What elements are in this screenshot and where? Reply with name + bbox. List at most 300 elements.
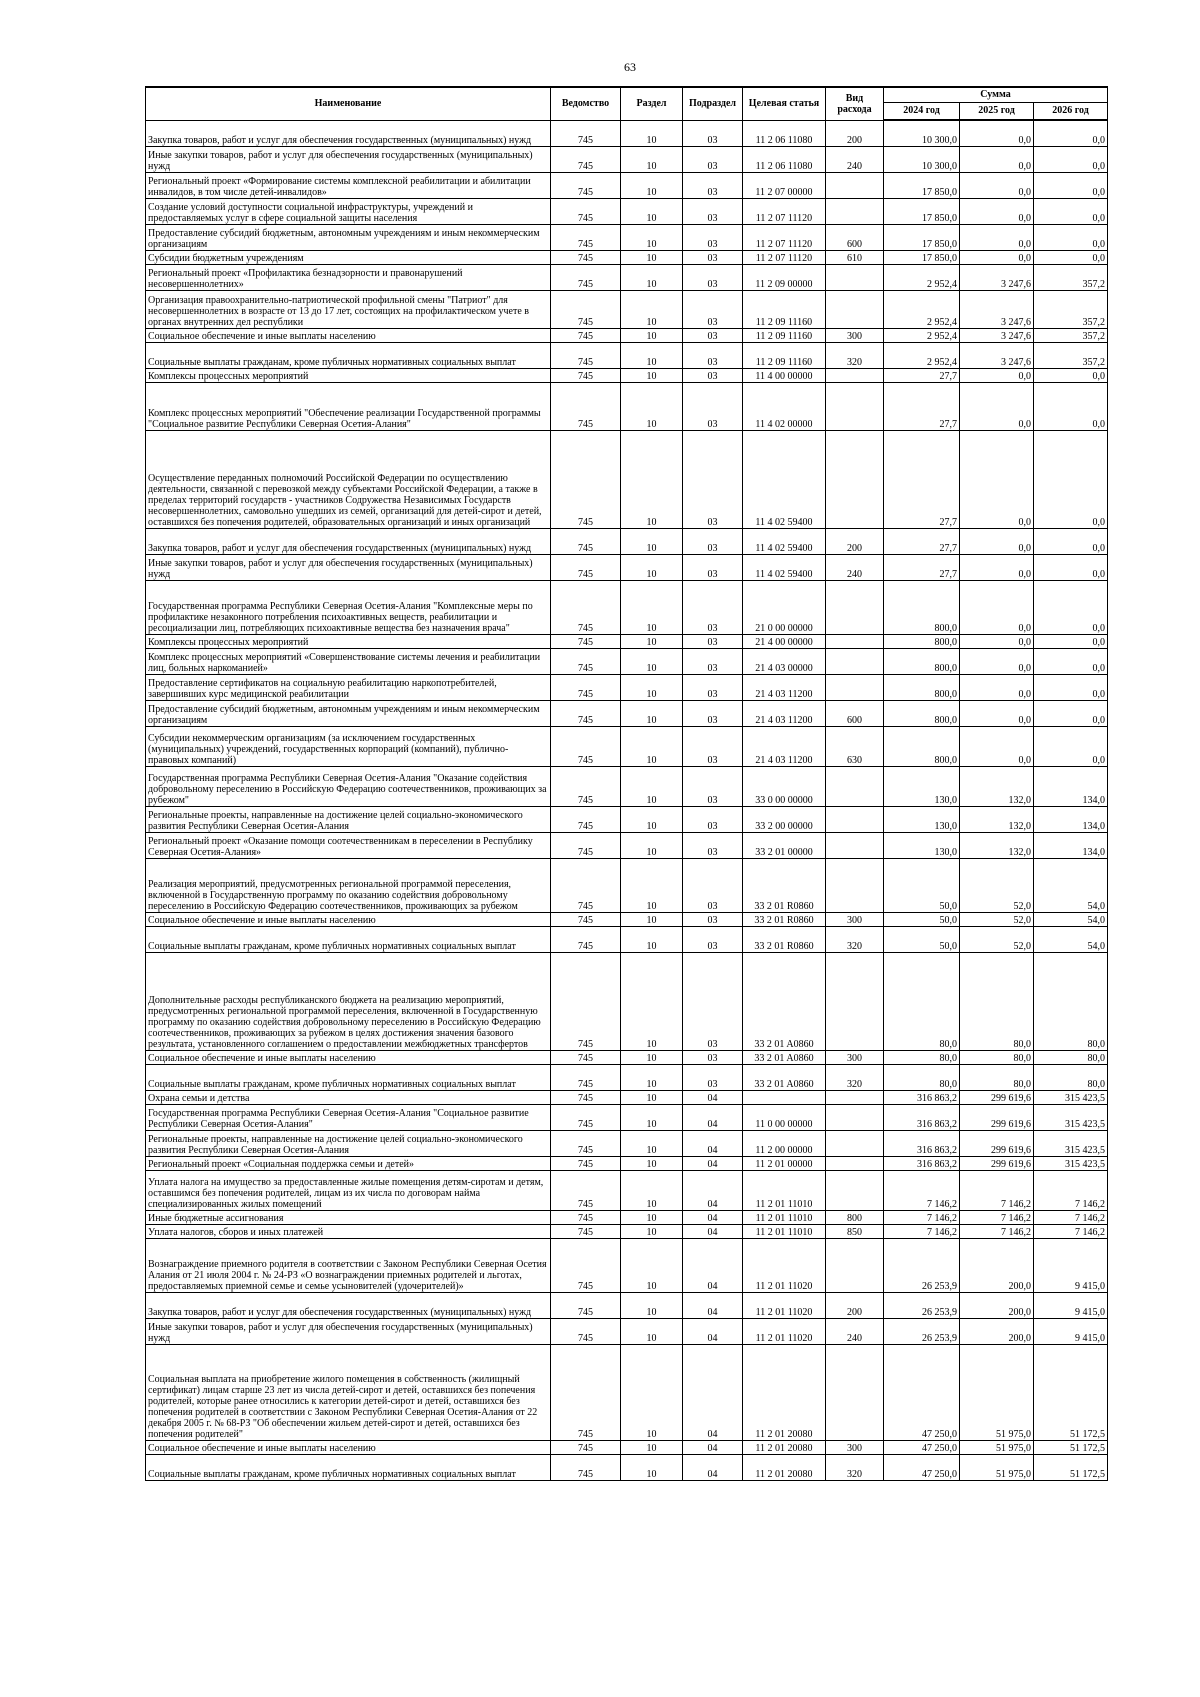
table-body [146,120,1108,1480]
row-exp-type [826,832,884,858]
row-sum-2024: 7 146,2 [884,1224,960,1238]
row-section: 10 [621,766,683,806]
row-section: 10 [621,172,683,198]
header-subsection: Подраздел [683,87,743,120]
row-target: 11 2 01 11010 [743,1210,826,1224]
row-target: 11 4 02 59400 [743,554,826,580]
row-exp-type [826,1344,884,1440]
row-subsection: 03 [683,146,743,172]
row-dept: 745 [551,342,621,368]
row-name: Закупка товаров, работ и услуг для обеспечения государственных (муниципальных) нужд [146,1292,551,1318]
row-sum-2024: 800,0 [884,674,960,700]
row-target: 11 2 01 11020 [743,1318,826,1344]
row-exp-type [826,382,884,430]
row-target: 11 2 01 20080 [743,1440,826,1454]
row-target: 11 2 01 00000 [743,1156,826,1170]
table-row [146,1454,1108,1480]
row-name: Предоставление субсидий бюджетным, автономным учреждениям и иным некоммерческим организациям [146,224,551,250]
row-dept: 745 [551,172,621,198]
table-row [146,368,1108,382]
row-subsection: 03 [683,634,743,648]
row-name: Закупка товаров, работ и услуг для обеспечения государственных (муниципальных) нужд [146,120,551,146]
table-row [146,1156,1108,1170]
row-sum-2024: 800,0 [884,700,960,726]
row-sum-2025: 0,0 [960,726,1034,766]
row-sum-2025: 51 975,0 [960,1440,1034,1454]
row-target: 21 4 00 00000 [743,634,826,648]
row-subsection: 03 [683,172,743,198]
row-section: 10 [621,648,683,674]
row-subsection: 03 [683,726,743,766]
row-target: 11 4 00 00000 [743,368,826,382]
row-name: Иные закупки товаров, работ и услуг для обеспечения государственных (муниципальных) нужд [146,554,551,580]
row-sum-2025: 299 619,6 [960,1156,1034,1170]
row-name: Комплекс процессных мероприятий "Обеспечение реализации Государственной программы "Социальное развитие Республики Северная Осетия-Алания" [146,382,551,430]
row-subsection: 03 [683,766,743,806]
row-section: 10 [621,858,683,912]
row-name: Социальное обеспечение и иные выплаты населению [146,1050,551,1064]
row-sum-2025: 7 146,2 [960,1170,1034,1210]
row-target: 11 4 02 00000 [743,382,826,430]
row-subsection: 03 [683,580,743,634]
row-sum-2026: 0,0 [1034,634,1108,648]
row-exp-type: 610 [826,250,884,264]
row-sum-2026: 51 172,5 [1034,1454,1108,1480]
row-dept: 745 [551,858,621,912]
table-row [146,172,1108,198]
row-sum-2026: 315 423,5 [1034,1090,1108,1104]
row-target: 11 2 07 11120 [743,224,826,250]
row-sum-2025: 3 247,6 [960,342,1034,368]
row-name: Региональный проект «Социальная поддержка семьи и детей» [146,1156,551,1170]
row-sum-2025: 0,0 [960,368,1034,382]
row-section: 10 [621,368,683,382]
row-sum-2024: 26 253,9 [884,1318,960,1344]
row-section: 10 [621,1130,683,1156]
row-target: 21 4 03 11200 [743,674,826,700]
row-sum-2024: 2 952,4 [884,328,960,342]
row-name: Дополнительные расходы республиканского бюджета на реализацию мероприятий, предусмотренных региональной программой переселения, включенной в Государственную программу по оказанию содействия добровольному переселению в Российскую Федерацию соотечественников, проживающих за рубежом в целях достижения значения базового результата, установленного соглашением о предоставлении межбюджетных трансфертов [146,952,551,1050]
row-exp-type: 320 [826,1454,884,1480]
row-target: 11 2 07 11120 [743,198,826,224]
row-target: 21 4 03 11200 [743,726,826,766]
row-subsection: 04 [683,1454,743,1480]
row-target: 33 2 01 00000 [743,832,826,858]
row-dept: 745 [551,806,621,832]
row-sum-2024: 130,0 [884,766,960,806]
row-section: 10 [621,726,683,766]
row-sum-2025: 3 247,6 [960,290,1034,328]
row-name: Вознаграждение приемного родителя в соответствии с Законом Республики Северная Осетия Алания от 21 июля 2004 г. № 24-РЗ «О вознаграждении приемных родителей и льготах, предоставляемых приемной семье и семье усыновителей (удочерителей)» [146,1238,551,1292]
row-sum-2024: 47 250,0 [884,1440,960,1454]
row-sum-2025: 52,0 [960,858,1034,912]
row-section: 10 [621,146,683,172]
row-exp-type: 630 [826,726,884,766]
row-target: 21 4 03 11200 [743,700,826,726]
row-exp-type [826,648,884,674]
row-subsection: 03 [683,554,743,580]
row-sum-2026: 9 415,0 [1034,1292,1108,1318]
row-target: 33 2 01 R0860 [743,912,826,926]
row-sum-2026: 134,0 [1034,806,1108,832]
row-sum-2025: 80,0 [960,1064,1034,1090]
row-sum-2026: 0,0 [1034,674,1108,700]
row-name: Уплата налогов, сборов и иных платежей [146,1224,551,1238]
row-name: Региональные проекты, направленные на достижение целей социально-экономического развития Республики Северная Осетия-Алания [146,1130,551,1156]
row-dept: 745 [551,1170,621,1210]
row-sum-2025: 0,0 [960,634,1034,648]
row-sum-2026: 0,0 [1034,172,1108,198]
row-sum-2024: 50,0 [884,926,960,952]
row-sum-2024: 17 850,0 [884,250,960,264]
row-exp-type: 850 [826,1224,884,1238]
row-name: Иные закупки товаров, работ и услуг для обеспечения государственных (муниципальных) нужд [146,146,551,172]
row-section: 10 [621,1156,683,1170]
row-subsection: 03 [683,912,743,926]
row-exp-type: 300 [826,328,884,342]
row-exp-type: 600 [826,700,884,726]
row-exp-type: 800 [826,1210,884,1224]
row-sum-2024: 17 850,0 [884,224,960,250]
row-target: 11 2 01 11010 [743,1170,826,1210]
row-sum-2026: 0,0 [1034,648,1108,674]
row-section: 10 [621,120,683,146]
row-exp-type [826,264,884,290]
row-sum-2025: 0,0 [960,430,1034,528]
row-sum-2025: 299 619,6 [960,1090,1034,1104]
row-sum-2024: 316 863,2 [884,1090,960,1104]
header-2024: 2024 год [884,102,960,120]
row-sum-2024: 10 300,0 [884,120,960,146]
row-section: 10 [621,1210,683,1224]
row-dept: 745 [551,766,621,806]
row-target: 11 2 00 00000 [743,1130,826,1156]
row-sum-2025: 0,0 [960,198,1034,224]
row-target: 11 2 09 11160 [743,342,826,368]
table-row [146,580,1108,634]
table-row [146,1104,1108,1130]
row-sum-2025: 52,0 [960,912,1034,926]
row-subsection: 03 [683,700,743,726]
row-dept: 745 [551,430,621,528]
row-sum-2026: 0,0 [1034,430,1108,528]
row-sum-2024: 800,0 [884,634,960,648]
row-sum-2025: 0,0 [960,674,1034,700]
row-dept: 745 [551,1090,621,1104]
row-dept: 745 [551,264,621,290]
row-sum-2025: 132,0 [960,806,1034,832]
row-subsection: 04 [683,1292,743,1318]
row-name: Социальные выплаты гражданам, кроме публичных нормативных социальных выплат [146,342,551,368]
row-sum-2024: 10 300,0 [884,146,960,172]
row-subsection: 03 [683,926,743,952]
row-section: 10 [621,806,683,832]
header-sum: Сумма [884,87,1108,102]
row-dept: 745 [551,146,621,172]
row-sum-2025: 7 146,2 [960,1224,1034,1238]
row-subsection: 03 [683,368,743,382]
row-dept: 745 [551,1318,621,1344]
row-subsection: 03 [683,342,743,368]
row-sum-2026: 0,0 [1034,368,1108,382]
row-sum-2025: 80,0 [960,952,1034,1050]
row-section: 10 [621,700,683,726]
row-dept: 745 [551,1156,621,1170]
row-exp-type [826,634,884,648]
row-section: 10 [621,1238,683,1292]
row-section: 10 [621,1064,683,1090]
row-target: 11 4 02 59400 [743,528,826,554]
row-dept: 745 [551,674,621,700]
row-dept: 745 [551,528,621,554]
row-section: 10 [621,198,683,224]
row-name: Региональные проекты, направленные на достижение целей социально-экономического развития Республики Северная Осетия-Алания [146,806,551,832]
row-exp-type [826,858,884,912]
row-subsection: 03 [683,264,743,290]
row-subsection: 04 [683,1210,743,1224]
table-row [146,1210,1108,1224]
row-exp-type [826,290,884,328]
row-target: 11 2 09 00000 [743,264,826,290]
row-section: 10 [621,528,683,554]
row-target: 11 2 01 20080 [743,1454,826,1480]
row-sum-2024: 2 952,4 [884,342,960,368]
row-sum-2024: 27,7 [884,528,960,554]
row-dept: 745 [551,224,621,250]
row-sum-2026: 7 146,2 [1034,1170,1108,1210]
row-dept: 745 [551,1104,621,1130]
row-dept: 745 [551,1440,621,1454]
row-target: 33 2 01 R0860 [743,858,826,912]
row-subsection: 03 [683,648,743,674]
table-row [146,1090,1108,1104]
row-section: 10 [621,674,683,700]
row-sum-2024: 26 253,9 [884,1238,960,1292]
row-sum-2025: 200,0 [960,1238,1034,1292]
row-name: Предоставление субсидий бюджетным, автономным учреждениям и иным некоммерческим организациям [146,700,551,726]
row-sum-2024: 50,0 [884,858,960,912]
row-dept: 745 [551,832,621,858]
row-subsection: 04 [683,1130,743,1156]
row-subsection: 03 [683,224,743,250]
table-row [146,832,1108,858]
row-name: Иные закупки товаров, работ и услуг для обеспечения государственных (муниципальных) нужд [146,1318,551,1344]
row-name: Региональный проект «Профилактика безнадзорности и правонарушений несовершеннолетних» [146,264,551,290]
row-target: 11 2 01 11020 [743,1292,826,1318]
row-section: 10 [621,1344,683,1440]
row-dept: 745 [551,328,621,342]
row-section: 10 [621,1050,683,1064]
row-exp-type [826,580,884,634]
row-subsection: 03 [683,1050,743,1064]
row-sum-2024: 2 952,4 [884,290,960,328]
row-exp-type [826,1090,884,1104]
row-sum-2024: 27,7 [884,554,960,580]
row-sum-2025: 299 619,6 [960,1104,1034,1130]
row-exp-type [826,674,884,700]
table-row [146,382,1108,430]
row-section: 10 [621,224,683,250]
row-sum-2025: 51 975,0 [960,1454,1034,1480]
table-row [146,554,1108,580]
row-sum-2024: 2 952,4 [884,264,960,290]
row-target: 33 2 01 A0860 [743,952,826,1050]
row-exp-type: 240 [826,1318,884,1344]
row-subsection: 04 [683,1090,743,1104]
row-sum-2024: 80,0 [884,1064,960,1090]
row-sum-2025: 80,0 [960,1050,1034,1064]
table-row [146,806,1108,832]
budget-table [145,86,1108,1481]
row-exp-type [826,952,884,1050]
row-target: 11 2 06 11080 [743,120,826,146]
row-section: 10 [621,1292,683,1318]
table-row [146,1440,1108,1454]
row-sum-2026: 54,0 [1034,912,1108,926]
row-sum-2026: 0,0 [1034,580,1108,634]
row-dept: 745 [551,1224,621,1238]
row-name: Осуществление переданных полномочий Российской Федерации по осуществлению деятельности, связанной с перевозкой между субъектами Российской Федерации, а также в пределах территорий государств - участников Содружества Независимых Государств несовершеннолетних, самовольно ушедших из семей, организаций для детей-сирот и детей, оставшихся без попечения родителей, образовательных организаций и иных организаций [146,430,551,528]
row-subsection: 04 [683,1170,743,1210]
row-target: 11 2 07 11120 [743,250,826,264]
row-subsection: 04 [683,1344,743,1440]
row-sum-2024: 50,0 [884,912,960,926]
row-dept: 745 [551,1344,621,1440]
row-subsection: 03 [683,250,743,264]
row-sum-2025: 299 619,6 [960,1130,1034,1156]
row-sum-2024: 316 863,2 [884,1104,960,1130]
row-exp-type [826,198,884,224]
header-2025: 2025 год [960,102,1034,120]
row-sum-2026: 9 415,0 [1034,1318,1108,1344]
row-section: 10 [621,926,683,952]
row-target: 11 2 06 11080 [743,146,826,172]
table-row [146,1344,1108,1440]
row-target [743,1090,826,1104]
row-subsection: 04 [683,1238,743,1292]
row-target: 11 2 09 11160 [743,328,826,342]
row-exp-type: 240 [826,554,884,580]
row-sum-2026: 0,0 [1034,554,1108,580]
row-target: 11 2 01 20080 [743,1344,826,1440]
row-sum-2026: 0,0 [1034,250,1108,264]
row-sum-2025: 51 975,0 [960,1344,1034,1440]
row-target: 33 2 00 00000 [743,806,826,832]
row-exp-type: 320 [826,342,884,368]
table-row [146,912,1108,926]
row-dept: 745 [551,120,621,146]
row-subsection: 04 [683,1224,743,1238]
row-exp-type [826,1130,884,1156]
row-name: Социальное обеспечение и иные выплаты населению [146,1440,551,1454]
row-target: 21 4 03 00000 [743,648,826,674]
row-name: Социальные выплаты гражданам, кроме публичных нормативных социальных выплат [146,1454,551,1480]
row-sum-2024: 27,7 [884,430,960,528]
row-subsection: 03 [683,1064,743,1090]
row-dept: 745 [551,1050,621,1064]
table-row [146,328,1108,342]
row-target: 11 2 09 11160 [743,290,826,328]
row-section: 10 [621,250,683,264]
row-sum-2025: 3 247,6 [960,328,1034,342]
row-target: 11 2 01 11020 [743,1238,826,1292]
header-dept: Ведомство [551,87,621,120]
table-row [146,120,1108,146]
row-section: 10 [621,1318,683,1344]
row-exp-type [826,1156,884,1170]
row-section: 10 [621,1454,683,1480]
row-sum-2025: 0,0 [960,528,1034,554]
row-target: 33 0 00 00000 [743,766,826,806]
table-row [146,634,1108,648]
row-section: 10 [621,1440,683,1454]
row-section: 10 [621,342,683,368]
row-name: Комплексы процессных мероприятий [146,368,551,382]
row-sum-2026: 7 146,2 [1034,1224,1108,1238]
row-section: 10 [621,1170,683,1210]
row-sum-2024: 7 146,2 [884,1210,960,1224]
table-row [146,264,1108,290]
row-sum-2026: 0,0 [1034,146,1108,172]
header-exp-type: Вид расхода [826,87,884,120]
table-row [146,926,1108,952]
row-sum-2025: 0,0 [960,648,1034,674]
row-name: Организация правоохранительно-патриотической профильной смены "Патриот" для несовершеннолетних в возрасте от 13 до 17 лет, состоящих на профилактическом учете в органах внутренних дел республики [146,290,551,328]
row-section: 10 [621,1224,683,1238]
header-name: Наименование [146,87,551,120]
row-sum-2025: 200,0 [960,1318,1034,1344]
table-row [146,430,1108,528]
row-sum-2026: 0,0 [1034,120,1108,146]
row-dept: 745 [551,726,621,766]
row-exp-type: 300 [826,1050,884,1064]
row-dept: 745 [551,634,621,648]
row-section: 10 [621,912,683,926]
row-target: 21 0 00 00000 [743,580,826,634]
row-name: Создание условий доступности социальной инфраструктуры, учреждений и предоставляемых услуг в сфере социальной защиты населения [146,198,551,224]
row-name: Комплексы процессных мероприятий [146,634,551,648]
table-row [146,1292,1108,1318]
row-sum-2024: 47 250,0 [884,1454,960,1480]
row-exp-type [826,806,884,832]
table-row [146,858,1108,912]
row-target: 11 2 07 00000 [743,172,826,198]
row-sum-2024: 47 250,0 [884,1344,960,1440]
row-sum-2025: 132,0 [960,832,1034,858]
row-sum-2026: 51 172,5 [1034,1440,1108,1454]
table-row [146,674,1108,700]
row-name: Государственная программа Республики Северная Осетия-Алания "Оказание содействия добровольному переселению в Российскую Федерацию соотечественников, проживающих за рубежом" [146,766,551,806]
row-sum-2024: 17 850,0 [884,172,960,198]
row-target: 33 2 01 A0860 [743,1064,826,1090]
row-subsection: 03 [683,528,743,554]
table-row [146,1130,1108,1156]
row-section: 10 [621,264,683,290]
row-name: Комплекс процессных мероприятий «Совершенствование системы лечения и реабилитации лиц, больных наркоманией» [146,648,551,674]
row-sum-2024: 27,7 [884,382,960,430]
table-row [146,224,1108,250]
row-name: Субсидии бюджетным учреждениям [146,250,551,264]
header-target: Целевая статья [743,87,826,120]
table-header [146,87,1108,120]
row-sum-2025: 7 146,2 [960,1210,1034,1224]
row-sum-2024: 7 146,2 [884,1170,960,1210]
row-sum-2026: 315 423,5 [1034,1104,1108,1130]
table-row [146,766,1108,806]
row-target: 11 4 02 59400 [743,430,826,528]
row-name: Охрана семьи и детства [146,1090,551,1104]
row-exp-type [826,1104,884,1130]
